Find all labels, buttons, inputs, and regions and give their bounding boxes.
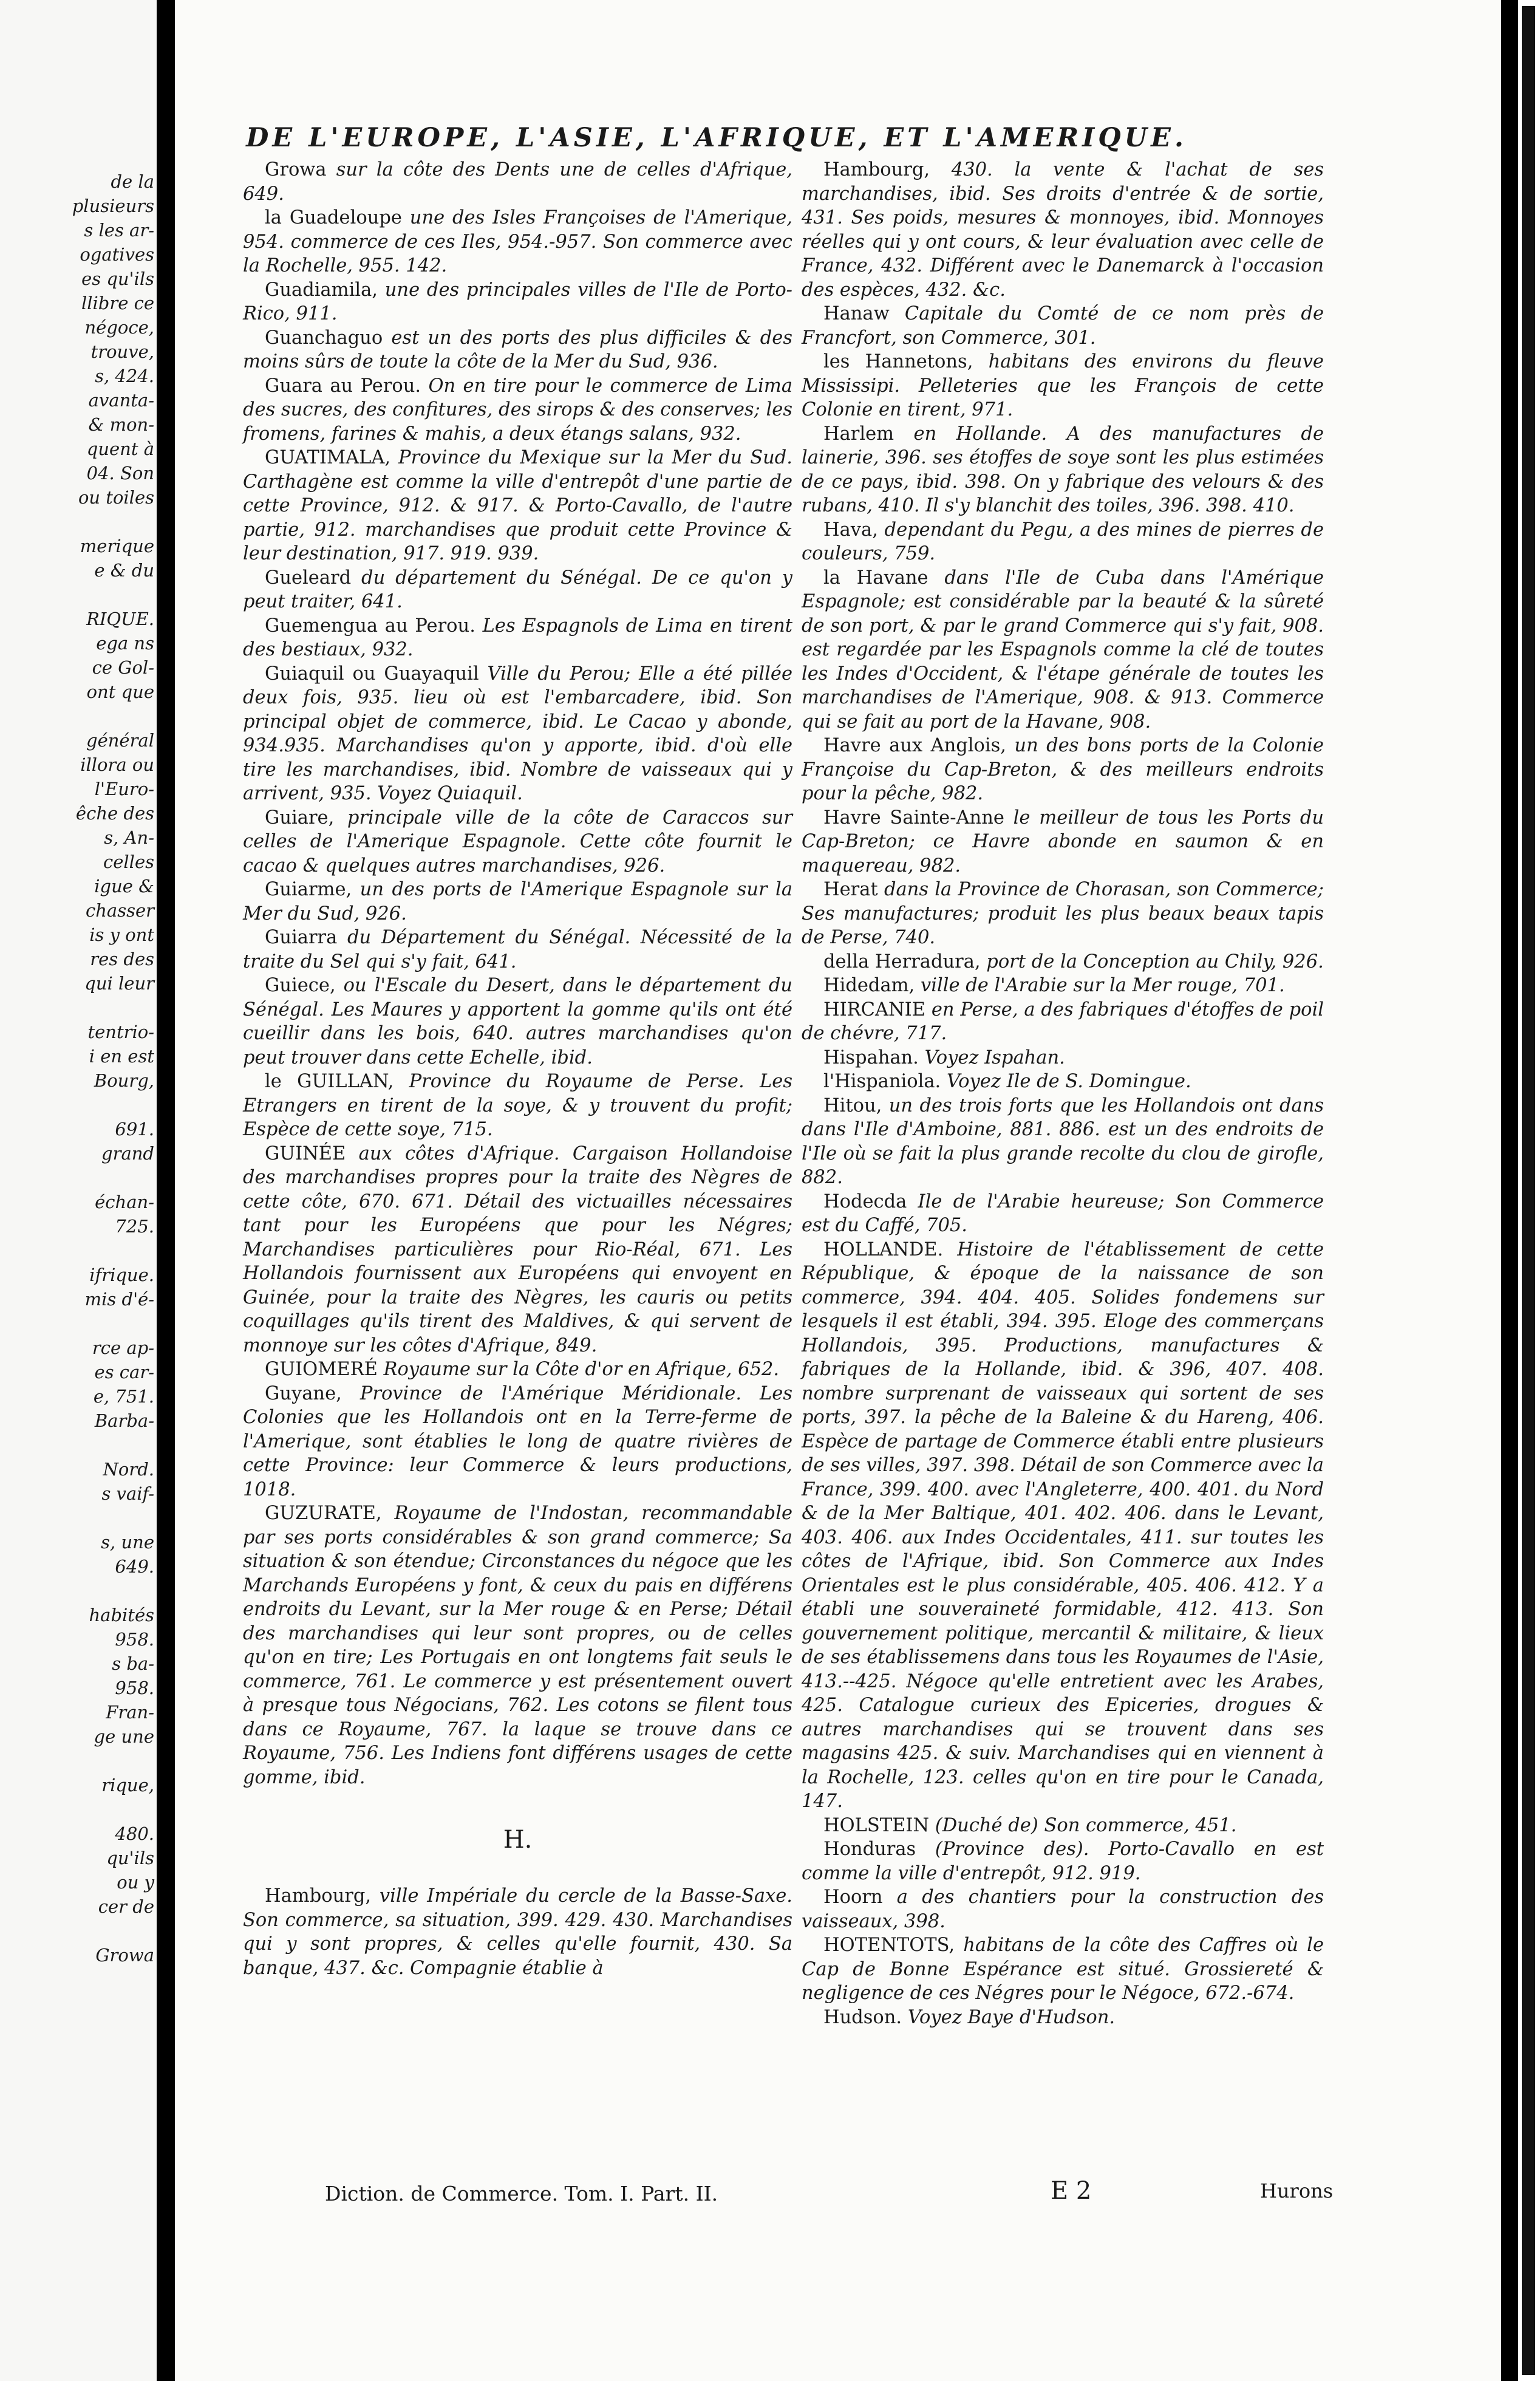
index-entry <box>802 950 1324 974</box>
entry-headword: Hitou, <box>823 1095 882 1116</box>
prev-page-fragment: qu'ils <box>106 1848 154 1868</box>
entry-headword: Herat <box>823 879 878 900</box>
entry-headword: Guiarme, <box>265 879 352 900</box>
prev-page-fragment: llibre ce <box>81 293 154 313</box>
entry-text: Ile de l'Arabie heureuse; Son Commerce est du Caffé, 705. <box>802 1190 1324 1236</box>
index-entry <box>243 926 792 974</box>
prev-page-fragment: ifrique. <box>89 1265 154 1285</box>
prev-page-fragment: s, An- <box>104 827 154 848</box>
entry-text: Capitale du Comté de ce nom près de Francfort, son Commerce, 301. <box>802 303 1324 349</box>
right-column <box>802 158 1324 2029</box>
entry-text: (Province des). Porto-Cavallo en est comme la ville d'entrepôt, 912. 919. <box>802 1839 1324 1884</box>
index-entry <box>802 1238 1324 1814</box>
entry-headword: della Herradura, <box>823 951 981 972</box>
index-entry <box>802 2006 1324 2030</box>
entry-headword: Hava, <box>823 519 878 541</box>
prev-page-fragment: ou toiles <box>78 487 154 508</box>
prev-page-fragment: l'Euro- <box>94 779 154 799</box>
index-entry <box>243 1501 792 1789</box>
entry-text: une des Isles Françoises de l'Amerique, 954. commerce de ces Iles, 954.-957. Son commerce avec la Rochelle, 955. 142. <box>243 207 792 276</box>
index-entry <box>243 446 792 566</box>
index-entry <box>243 614 792 662</box>
entry-text: Province du Royaume de Perse. Les Etrangers en tirent de la soye, & y trouvent du profit; Espèce de cette soye, 715. <box>243 1071 792 1140</box>
entry-text: Royaume sur la Côte d'or en Afrique, 652. <box>377 1359 780 1380</box>
entry-text: en Perse, a des fabriques d'étoffes de poil de chévre, 717. <box>802 999 1324 1044</box>
entry-text: Voyez Ile de S. Domingue. <box>941 1071 1191 1092</box>
index-entry <box>802 1837 1324 1885</box>
prev-page-fragment: illora ou <box>80 754 154 775</box>
entry-text: a des chantiers pour la construction des vaisseaux, 398. <box>802 1887 1324 1932</box>
entry-headword: le GUILLAN, <box>265 1071 394 1092</box>
entry-text: Royaume de l'Indostan, recommandable par ses ports considérables & son grand commerce; Sa situation & son étendue; Circonstances du négoce que les Marchands Européens y font, & ceux du pais en différens endroits du Levant, sur la Mer rouge & en Perse; Détail des marchandises qui leur sont propres, ou de celles qu'on en tire; Les Portugais en ont longtems fait seuls le commerce, 761. Le commerce y est présentement ouvert à presque tous Négocians, 762. Les cotons se filent tous dans ce Royaume, 767. la laque se trouve dans ce Royaume, 756. Les Indiens font différens usages de cette gomme, ibid. <box>243 1503 792 1788</box>
index-entry <box>802 1933 1324 2006</box>
prev-page-fragment: 649. <box>115 1556 154 1577</box>
index-entry <box>243 878 792 926</box>
prev-page-fragment: chasser <box>86 900 154 921</box>
index-entry <box>802 1814 1324 1838</box>
prev-page-fragment: igue & <box>94 876 154 897</box>
prev-page-fragment: qui leur <box>84 973 154 994</box>
entry-headword: Guemengua au Perou. <box>265 615 475 637</box>
index-entry <box>802 974 1324 998</box>
prev-page-fragment: plusieurs <box>72 196 154 216</box>
prev-page-fragment: res des <box>90 949 154 969</box>
entry-text: ville de l'Arabie sur la Mer rouge, 701. <box>915 975 1285 996</box>
entry-text: 430. la vente & l'achat de ses marchandises, ibid. Ses droits d'entrée & de sortie, 431. Ses poids, mesures & monnoyes, ibid. Monnoyes réelles qui y ont cours, & leur évaluation avec celle de France, 432. Différent avec le Danemarck à l'occasion des espèces, 432. &c. <box>802 159 1324 301</box>
entry-headword: Guara au Perou. <box>265 375 421 397</box>
prev-page-fragment: 958. <box>115 1678 154 1698</box>
catchword: Hurons <box>1260 2179 1334 2202</box>
entry-text: est un des ports des plus difficiles & des moins sûrs de toute la côte de la Mer du Sud, 936. <box>243 327 792 372</box>
index-entry <box>243 1142 792 1358</box>
index-entry <box>802 518 1324 566</box>
prev-page-fragment: général <box>86 730 154 751</box>
index-entry <box>243 1070 792 1142</box>
prev-page-fragment: ont que <box>86 682 154 702</box>
index-entry <box>802 350 1324 422</box>
index-entry <box>243 206 792 278</box>
prev-page-fragment: s, une <box>101 1532 154 1553</box>
entry-headword: Hispahan. <box>823 1047 919 1068</box>
right-page-edge <box>1518 0 1540 2381</box>
entry-text: Histoire de l'établissement de cette République, & époque de la naissance de son commerce, 394. 404. 405. Solides fondemens sur lesquels il est établi, 394. 395. Eloge des commerçans Hollandois, 395. Productions, manufactures & fabriques de la Hollande, ibid. & 396, 407. 408. nombre surprenant de vaisseaux qui sortent de ses ports, 397. la pêche de la Baleine & du Hareng, 406. Espèce de partage de Commerce établi entre plusieurs de ses villes, 397. 398. Détail de son Commerce avec la France, 399. 400. avec l'Angleterre, 400. 401. du Nord & de la Mer Baltique, 401. 402. 406. dans le Levant, 403. 406. aux Indes Occidentales, 411. sur toutes les côtes de l'Afrique, ibid. Son Commerce aux Indes Orientales est le plus considérable, 405. 406. 412. Y a établi une souveraineté formidable, 412. 413. Son gouvernement politique, mercantil & militaire, & lieux de ses établissemens dans tous les Royaumes de l'Asie, 413.--425. Négoce qu'elle entretient avec les Arabes, 425. Catalogue curieux des Epiceries, drogues & autres marchandises qui se trouvent dans ses magasins 425. & suiv. Marchandises qui en viennent à la Rochelle, 123. celles qu'on en tire pour le Canada, 147. <box>802 1238 1324 1812</box>
index-entry <box>802 806 1324 878</box>
prev-page-fragment: RIQUE. <box>86 609 154 629</box>
entry-headword: GUATIMALA, <box>265 447 391 468</box>
entry-headword: la Guadeloupe <box>265 207 402 228</box>
index-entry <box>802 1885 1324 1933</box>
prev-page-fragment: cer de <box>98 1896 154 1917</box>
index-entry <box>802 878 1324 950</box>
entry-text: Voyez Baye d'Hudson. <box>902 2006 1116 2028</box>
prev-page-fragment: négoce, <box>84 317 154 338</box>
entry-text: Province du Mexique sur la Mer du Sud. Carthagène est comme la ville d'entrepôt d'une partie de cette Province, 912. & 917. & Porto-Cavallo, de l'autre partie, 912. marchandises que produit cette Province & leur destination, 917. 919. 939. <box>243 447 792 564</box>
entry-headword: GUIOMERÉ <box>265 1359 378 1380</box>
entry-headword: HOLSTEIN <box>823 1814 930 1836</box>
prev-page-fragment: s vaif- <box>101 1483 154 1504</box>
index-entry <box>243 374 792 446</box>
index-entry <box>243 326 792 374</box>
prev-page-fragment: es qu'ils <box>81 268 154 289</box>
entry-headword: Hidedam, <box>823 975 915 996</box>
entry-headword: Guanchaguo <box>265 327 383 349</box>
prev-page-fragment: 958. <box>115 1629 154 1650</box>
prev-page-fragment: 480. <box>115 1823 154 1844</box>
entry-headword: Hudson. <box>823 2006 902 2028</box>
entry-text: du Département du Sénégal. Nécessité de la traite du Sel qui s'y fait, 641. <box>243 927 792 972</box>
prev-page-fragment: & mon- <box>88 414 154 435</box>
signature-mark: E 2 <box>1051 2177 1092 2205</box>
running-header: DE L'EUROPE, L'ASIE, L'AFRIQUE, ET L'AMERIQUE. <box>246 123 1187 153</box>
prev-page-fragment: rique, <box>101 1775 154 1795</box>
prev-page-fragment: ou y <box>117 1872 154 1893</box>
prev-page-fragment: ega ns <box>96 633 154 654</box>
prev-page-fragment: merique <box>80 536 154 556</box>
entry-text: Les Espagnols de Lima en tirent des bestiaux, 932. <box>243 615 792 660</box>
index-entry <box>802 566 1324 734</box>
prev-page-fragment: i en est <box>89 1046 154 1067</box>
index-entry <box>802 1190 1324 1238</box>
index-entry <box>243 974 792 1070</box>
entry-headword: Hodecda <box>823 1190 907 1212</box>
entry-text: habitans de la côte des Caffres où le Cap de Bonne Espérance est situé. Grossiereté & negligence de ces Négres pour le Négoce, 672.-674. <box>802 1935 1324 2004</box>
entry-text: dependant du Pegu, a des mines de pierres de couleurs, 759. <box>802 519 1324 564</box>
index-entry <box>802 998 1324 1046</box>
entry-text: Voyez Ispahan. <box>918 1047 1065 1068</box>
prev-page-fragment: mis d'é- <box>84 1289 154 1310</box>
entry-text: sur la côte des Dents une de celles d'Afrique, 649. <box>243 159 792 205</box>
prev-page-fragment: is y ont <box>89 924 154 945</box>
prev-page-fragment: trouve, <box>90 341 154 362</box>
entry-text: Province de l'Amérique Méridionale. Les Colonies que les Hollandois ont en la Terre-ferme de l'Amerique, sont établies le long de quatre rivières de cette Province: leur Commerce & leurs productions, 1018. <box>243 1382 792 1500</box>
prev-page-fragment: Nord. <box>103 1459 154 1480</box>
prev-page-fragment: 725. <box>115 1216 154 1237</box>
entry-headword: Gueleard <box>265 567 352 589</box>
entry-headword: Honduras <box>823 1839 916 1860</box>
prev-page-fragment: s ba- <box>112 1653 154 1674</box>
entry-text: un des trois forts que les Hollandois ont dans dans l'Ile d'Amboine, 881. 886. est un des endroits de l'Ile où se fait la plus grande recolte du clou de girofle, 882. <box>802 1095 1324 1188</box>
index-entry <box>243 1358 792 1382</box>
entry-text: un des bons ports de la Colonie Françoise du Cap-Breton, & des meilleurs endroits pour la pêche, 982. <box>802 735 1324 804</box>
entry-headword: Guadiamila, <box>265 279 378 301</box>
entry-headword: Guiare, <box>265 807 335 828</box>
prev-page-fragment: tentrio- <box>87 1022 154 1042</box>
left-column <box>243 158 792 1980</box>
entry-headword: Guiarra <box>265 927 338 948</box>
prev-page-fragment: celles <box>103 852 154 872</box>
index-entry <box>243 662 792 806</box>
entry-text: On en tire pour le commerce de Lima des sucres, des confitures, des sirops & des conserves; les fromens, farines & mahis, a deux étangs salans, 932. <box>243 375 792 445</box>
entry-headword: Guiece, <box>265 975 336 996</box>
entry-text: port de la Conception au Chily, 926. <box>980 951 1324 972</box>
index-entry <box>243 1884 792 1980</box>
index-entry <box>802 422 1324 518</box>
prev-page-fragment: 691. <box>115 1119 154 1139</box>
prev-page-fragment: Barba- <box>94 1410 154 1431</box>
entry-headword: HOLLANDE. <box>823 1238 944 1260</box>
prev-page-fragment: 04. Son <box>86 463 154 483</box>
entry-headword: l'Hispaniola. <box>823 1071 941 1092</box>
index-entry <box>243 566 792 614</box>
entry-headword: GUINÉE <box>265 1143 346 1164</box>
entry-text: un des ports de l'Amerique Espagnole sur la Mer du Sud, 926. <box>243 879 792 924</box>
entry-headword: Hambourg, <box>265 1885 372 1907</box>
index-entry <box>802 1094 1324 1190</box>
entry-headword: HIRCANIE <box>823 999 925 1020</box>
prev-page-fragment: Growa <box>95 1945 154 1966</box>
prev-page-fragment: s, 424. <box>95 366 154 386</box>
prev-page-fragment: avanta- <box>88 390 154 411</box>
entry-text: ville Impériale du cercle de la Basse-Saxe. Son commerce, sa situation, 399. 429. 430. Marchandises qui y sont propres, & celles qu'elle fournit, 430. Sa banque, 437. &c. Compagnie établie à <box>243 1885 792 1979</box>
prev-page-fragment: ogatives <box>80 244 154 265</box>
entry-headword: HOTENTOTS, <box>823 1935 955 1956</box>
entry-text: en Hollande. A des manufactures de lainerie, 396. ses étoffes de soye sont les plus estimées de ce pays, ibid. 398. On y fabrique des velours & des rubans, 410. Il s'y blanchit des toiles, 396. 398. 410. <box>802 423 1324 516</box>
index-entry <box>243 1382 792 1502</box>
prev-page-fragment: échan- <box>95 1192 154 1212</box>
entry-headword: GUZURATE, <box>265 1503 382 1524</box>
index-entry <box>243 278 792 326</box>
entry-text: principale ville de la côte de Caraccos sur celles de l'Amerique Espagnole. Cette côte fournit le cacao & quelques autres marchandises, 926. <box>243 807 792 876</box>
entry-text: aux côtes d'Afrique. Cargaison Hollandoise des marchandises propres pour la traite des Nègres de cette côte, 670. 671. Détail des victuailles nécessaires tant pour les Européens que pour les Négres; Marchandises particulières pour Rio-Réal, 671. Les Hollandois fournissent aux Européens qui envoyent en Guinée, pour la traite des Nègres, les cauris ou petits coquillages qu'ils tirent des Maldives, & qui servent de monnoye sur les côtes d'Afrique, 849. <box>243 1143 792 1356</box>
prev-page-fragment: e & du <box>94 560 154 581</box>
entry-text: dans l'Ile de Cuba dans l'Amérique Espagnole; est considérable par la beauté & la sûreté de son port, & par le grand Commerce qui s'y fait, 908. est regardée par les Espagnols comme la clé de toutes les Indes d'Occident, & l'étape générale de toutes les marchandises de l'Amerique, 908. & 913. Commerce qui se fait au port de la Havane, 908. <box>802 567 1324 733</box>
entry-text: ou l'Escale du Desert, dans le département du Sénégal. Les Maures y apportent la gomme qu'ils ont été cueillir dans les bois, 640. autres marchandises qu'on peut trouver dans cette Echelle, ibid. <box>243 975 792 1068</box>
index-entry <box>802 734 1324 806</box>
entry-headword: Harlem <box>823 423 894 445</box>
entry-headword: Growa <box>265 159 327 180</box>
index-entry <box>802 1046 1324 1070</box>
prev-page-fragment: s les ar- <box>84 220 154 241</box>
footer-source: Diction. de Commerce. Tom. I. Part. II. <box>325 2182 718 2205</box>
entry-headword: Havre Sainte-Anne <box>823 807 1004 828</box>
prev-page-fragment: Bourg, <box>94 1070 154 1091</box>
prev-page-fragment: es car- <box>94 1362 154 1382</box>
entry-headword: Hanaw <box>823 303 890 324</box>
entry-text: une des principales villes de l'Ile de Porto-Rico, 911. <box>243 279 792 324</box>
prev-page-fragment: Fran- <box>106 1702 154 1723</box>
entry-headword: Hambourg, <box>823 159 930 180</box>
entry-headword: Hoorn <box>823 1887 883 1908</box>
prev-page-fragment: quent à <box>86 439 154 459</box>
entry-headword: Havre aux Anglois, <box>823 735 1006 756</box>
prev-page-fragment: ge une <box>94 1726 154 1747</box>
section-letter-h: H. <box>503 1826 533 1854</box>
entry-headword: les Hannetons, <box>823 351 973 372</box>
entry-headword: la Havane <box>823 567 928 589</box>
previous-page-edge <box>0 0 157 2381</box>
prev-page-fragment: rce ap- <box>92 1337 154 1358</box>
index-entry <box>802 1070 1324 1094</box>
prev-page-fragment: habités <box>89 1605 154 1625</box>
entry-text: dans la Province de Chorasan, son Commerce; Ses manufactures; produit les plus beaux beaux tapis de Perse, 740. <box>802 879 1324 948</box>
prev-page-fragment: ce Gol- <box>92 657 154 678</box>
entry-headword: Guiaquil ou Guayaquil <box>265 663 479 685</box>
prev-page-fragment: de la <box>111 171 154 192</box>
prev-page-fragment: êche des <box>75 803 154 824</box>
entry-text: habitans des environs du fleuve Mississipi. Pelleteries que les François de cette Colonie en tirent, 971. <box>802 351 1324 420</box>
prev-page-fragment: e, 751. <box>93 1386 154 1407</box>
index-entry <box>243 806 792 878</box>
entry-text: le meilleur de tous les Ports du Cap-Breton; ce Havre abonde en saumon & en maquereau, 982. <box>802 807 1324 876</box>
index-entry <box>802 158 1324 302</box>
entry-text: du département du Sénégal. De ce qu'on y peut traiter, 641. <box>243 567 792 612</box>
entry-text: Ville du Perou; Elle a été pillée deux fois, 935. lieu où est l'embarcadere, ibid. Son principal objet de commerce, ibid. Le Cacao y abonde, 934.935. Marchandises qu'on y apporte, ibid. d'où elle tire les marchandises, ibid. Nombre de vaisseaux qui y arrivent, 935. Voyez Quiaquil. <box>243 663 792 804</box>
index-entry <box>243 158 792 206</box>
entry-headword: Guyane, <box>265 1382 342 1404</box>
index-entry <box>802 302 1324 350</box>
entry-text: (Duché de) Son commerce, 451. <box>929 1814 1237 1836</box>
prev-page-fragment: grand <box>101 1143 154 1164</box>
